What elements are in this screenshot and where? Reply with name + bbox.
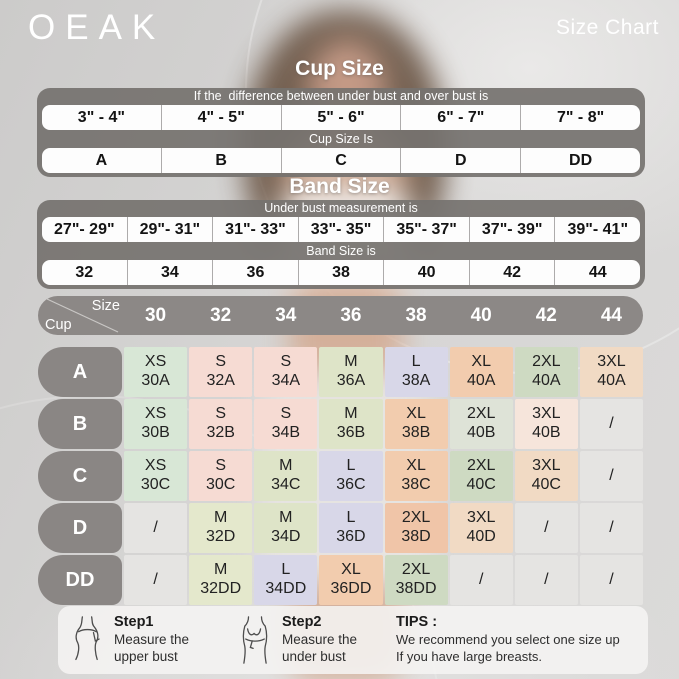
matrix-cell-size: XL: [406, 405, 426, 423]
underbust-value: 35"- 37": [384, 217, 470, 242]
matrix-cell-code: 32A: [206, 372, 235, 389]
matrix-cell: [319, 347, 382, 397]
matrix-cell-code: 34DD: [265, 580, 307, 597]
tips-title: TIPS :: [396, 614, 438, 631]
measure-under-bust-icon: [238, 615, 272, 665]
matrix-cell-size: M: [344, 353, 358, 371]
matrix-cell-code: 38DD: [395, 580, 437, 597]
matrix-row-label: DD: [38, 555, 122, 605]
matrix-cell-size: L: [281, 561, 291, 579]
matrix-column-header: 36: [340, 304, 362, 326]
matrix-cell: [580, 555, 643, 605]
matrix-row-dd: [38, 555, 643, 605]
matrix-cell-size: /: [609, 518, 614, 536]
matrix-cell-size: /: [478, 570, 484, 588]
matrix-cell: [515, 399, 578, 449]
matrix-cell-code: 38D: [401, 528, 431, 545]
matrix-cell: [385, 555, 448, 605]
underbust-values-row: [42, 217, 640, 242]
matrix-row-b: [38, 399, 643, 449]
matrix-cell-code: 40D: [466, 528, 496, 545]
matrix-cell-code: 40C: [531, 476, 561, 493]
matrix-cell: [580, 399, 643, 449]
matrix-column-header: 34: [275, 304, 297, 326]
matrix-row-a: [38, 347, 643, 397]
matrix-cell-code: 30A: [141, 372, 170, 389]
matrix-cell-size: XS: [144, 457, 167, 475]
matrix-cell: [515, 347, 578, 397]
cup-size-section-title: Cup Size: [295, 57, 384, 80]
matrix-column-header: 42: [535, 304, 557, 326]
matrix-cell: [385, 451, 448, 501]
matrix-cell: [189, 503, 252, 553]
matrix-cell: [254, 503, 317, 553]
step2-block: [282, 614, 382, 666]
cup-diff-value: 6" - 7": [401, 105, 521, 130]
matrix-cell: [385, 347, 448, 397]
matrix-cell: [124, 451, 187, 501]
corner-label-size: Size: [91, 298, 120, 314]
matrix-cell-code: 36A: [336, 372, 366, 389]
cup-diff-value: 4" - 5": [162, 105, 282, 130]
band-value: 38: [299, 260, 385, 285]
matrix-cell-code: 38B: [401, 424, 431, 441]
matrix-cell-code: 36D: [336, 528, 366, 545]
matrix-cell-size: XL: [406, 457, 426, 475]
band-value: 40: [384, 260, 470, 285]
matrix-row-label: A: [38, 347, 122, 397]
matrix-cell-size: S: [215, 405, 227, 423]
matrix-cell-code: 32DD: [200, 580, 242, 597]
matrix-cell: [450, 451, 513, 501]
cup-size-table: [37, 88, 645, 177]
matrix-cell: [189, 399, 252, 449]
matrix-header-row: [38, 296, 643, 335]
matrix-column-header: 44: [600, 304, 622, 326]
matrix-cell-code: 40A: [532, 372, 561, 389]
matrix-cell-size: 3XL: [532, 405, 561, 423]
matrix-cell-size: /: [609, 466, 614, 484]
tips-line2: If you have large breasts.: [396, 649, 542, 664]
matrix-cell-size: L: [346, 457, 356, 475]
matrix-cell-code: 36B: [336, 424, 366, 441]
matrix-cell-size: XL: [471, 353, 491, 371]
underbust-value: 29"- 31": [128, 217, 214, 242]
matrix-cell: [385, 503, 448, 553]
matrix-cell-size: 2XL: [532, 353, 561, 371]
matrix-cell-code: 34C: [271, 476, 301, 493]
matrix-corner-cell: [38, 296, 122, 335]
band-values-row: [42, 260, 640, 285]
page-title: Size Chart: [555, 16, 659, 39]
matrix-cell-code: 38C: [401, 476, 431, 493]
matrix-cell: [450, 347, 513, 397]
matrix-cell-size: XS: [144, 353, 167, 371]
matrix-cell: [124, 399, 187, 449]
matrix-cell: [385, 399, 448, 449]
matrix-cell-code: 38A: [401, 372, 431, 389]
matrix-cell-size: /: [153, 518, 158, 536]
underbust-header-bar: Under bust measurement is: [264, 201, 418, 215]
band-size-section-title: Band Size: [289, 175, 390, 198]
cup-value: B: [162, 148, 282, 173]
matrix-cell: [254, 399, 317, 449]
matrix-cell-size: 2XL: [466, 457, 496, 475]
matrix-cell: [450, 503, 513, 553]
band-value: 34: [128, 260, 214, 285]
underbust-value: 31"- 33": [213, 217, 299, 242]
matrix-cell: [515, 503, 578, 553]
matrix-row-d: [38, 503, 643, 553]
cup-value: C: [282, 148, 402, 173]
matrix-cell-code: 32D: [206, 528, 236, 545]
matrix-row-c: [38, 451, 643, 501]
band-value: 42: [470, 260, 556, 285]
matrix-cell-code: 30C: [140, 476, 171, 493]
matrix-cell-code: 40C: [466, 476, 496, 493]
matrix-cell-size: /: [609, 570, 614, 588]
matrix-cell-size: M: [214, 561, 228, 579]
underbust-value: 37"- 39": [470, 217, 556, 242]
matrix-cell-size: /: [609, 414, 614, 432]
matrix-cell-size: /: [153, 570, 158, 588]
underbust-value: 33"- 35": [299, 217, 385, 242]
matrix-cell: [515, 451, 578, 501]
matrix-cell: [189, 451, 252, 501]
matrix-cell-size: S: [280, 405, 292, 423]
matrix-column-header: 38: [405, 304, 427, 326]
matrix-body: [38, 347, 643, 605]
matrix-cell-size: L: [346, 509, 356, 527]
matrix-cell-code: 34A: [271, 372, 301, 389]
cup-value: A: [42, 148, 162, 173]
cup-diff-header-bar: If the difference between under bust and over bust is: [193, 89, 489, 103]
matrix-cell-size: M: [279, 509, 293, 527]
band-value: 44: [588, 264, 607, 281]
matrix-cell-size: 3XL: [597, 353, 626, 371]
matrix-cell: [319, 555, 382, 605]
matrix-cell-size: XS: [144, 405, 167, 423]
matrix-cell: [254, 451, 317, 501]
band-value: 36: [213, 260, 299, 285]
matrix-cell-size: /: [544, 570, 549, 588]
matrix-cell: [515, 555, 578, 605]
matrix-cell-code: 34B: [271, 424, 301, 441]
matrix-row-label: D: [38, 503, 122, 553]
matrix-cell-code: 30C: [206, 476, 236, 493]
cup-diff-values-row: [42, 105, 640, 130]
cup-diff-value: 5" - 6": [282, 105, 402, 130]
matrix-cell: [450, 399, 513, 449]
matrix-cell: [254, 555, 317, 605]
matrix-cell-size: 3XL: [466, 509, 496, 527]
tips-line1: We recommend you select one size up: [396, 632, 620, 648]
matrix-cell-size: S: [215, 457, 227, 475]
matrix-cell-size: 3XL: [532, 457, 561, 475]
matrix-cell-size: /: [544, 518, 549, 536]
step2-title: Step2: [282, 614, 322, 631]
measure-guide-card: [58, 606, 648, 674]
tips-block: [396, 614, 634, 666]
band-value: 32: [42, 260, 128, 285]
measure-upper-bust-icon: [70, 615, 104, 665]
step1-title: Step1: [114, 614, 154, 631]
matrix-cell-size: L: [411, 353, 421, 371]
matrix-column-header: 30: [144, 304, 167, 326]
matrix-cell: [580, 503, 643, 553]
band-result-bar: Band Size is: [306, 244, 376, 258]
matrix-cell: [254, 347, 317, 397]
matrix-cell-size: 2XL: [401, 509, 431, 527]
matrix-cell: [189, 347, 252, 397]
matrix-cell-code: 30B: [141, 424, 170, 441]
matrix-cell-code: 40A: [466, 372, 496, 389]
matrix-column-header: 40: [470, 304, 492, 326]
matrix-row-label: B: [38, 399, 122, 449]
matrix-cell-size: XL: [341, 561, 361, 579]
matrix-cell-size: 2XL: [401, 561, 431, 579]
step1-block: [114, 614, 226, 666]
matrix-cell-code: 34D: [271, 528, 301, 545]
matrix-cell-code: 36C: [336, 476, 366, 493]
step1-line2: upper bust: [114, 649, 178, 664]
matrix-cell: [319, 503, 382, 553]
cup-diff-value: 3" - 4": [42, 105, 162, 130]
brand-logo: OEAK: [28, 8, 166, 47]
matrix-cell: [124, 555, 187, 605]
matrix-cell: [580, 347, 643, 397]
matrix-cell: [319, 399, 382, 449]
matrix-cell-code: 32B: [206, 424, 235, 441]
step1-line1: Measure the: [114, 632, 190, 648]
matrix-row-label: C: [38, 451, 122, 501]
step2-line1: Measure the: [282, 632, 358, 648]
corner-label-cup: Cup: [45, 317, 72, 333]
size-matrix-table: [38, 296, 643, 605]
matrix-cell-code: 36DD: [330, 580, 372, 597]
cup-diff-value: 7" - 8": [556, 109, 605, 126]
band-size-table: [37, 200, 645, 289]
cup-value: DD: [569, 152, 593, 169]
underbust-value: 39"- 41": [567, 221, 629, 238]
step2-line2: under bust: [282, 649, 346, 664]
matrix-cell: [319, 451, 382, 501]
matrix-cell-size: M: [344, 405, 358, 423]
cup-values-row: [42, 148, 640, 173]
cup-value: D: [401, 148, 521, 173]
matrix-cell-size: 2XL: [466, 405, 496, 423]
matrix-cell-size: S: [215, 353, 227, 371]
matrix-cell-size: M: [279, 457, 293, 475]
matrix-cell-code: 40A: [597, 372, 626, 389]
matrix-cell: [450, 555, 513, 605]
matrix-column-header: 32: [210, 304, 232, 326]
matrix-cell: [189, 555, 252, 605]
matrix-cell-size: S: [280, 353, 292, 371]
matrix-cell: [124, 503, 187, 553]
matrix-cell: [580, 451, 643, 501]
underbust-value: 27"- 29": [42, 217, 128, 242]
matrix-cell: [124, 347, 187, 397]
matrix-cell-code: 40B: [466, 424, 496, 441]
cup-result-bar: Cup Size Is: [309, 132, 373, 146]
matrix-cell-code: 40B: [532, 424, 561, 441]
matrix-cell-size: M: [214, 509, 228, 527]
